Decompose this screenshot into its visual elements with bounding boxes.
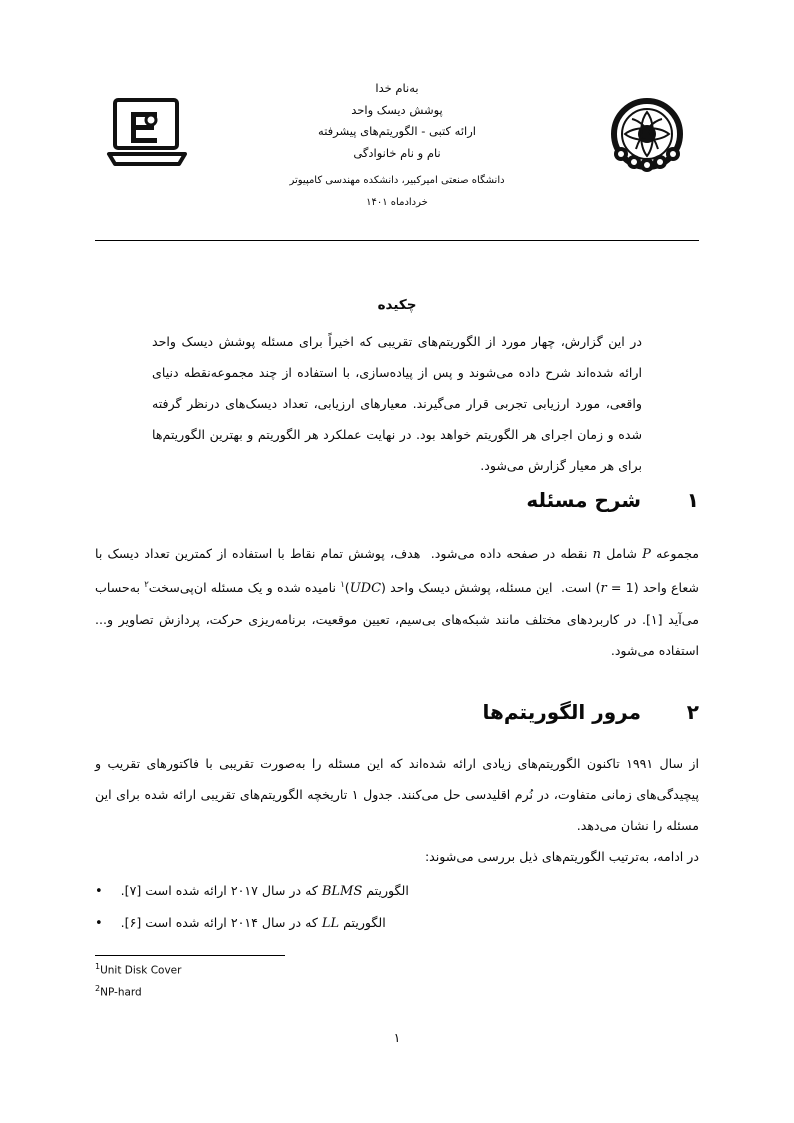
header-date: خردادماه ۱۴۰۱ (366, 196, 428, 208)
section-2-paragraph-1: از سال ۱۹۹۱ تاکنون الگوریتم‌های زیادی ارائه شده‌اند که این مسئله را به‌صورت تقریبی با فاکتورهای تقریب و پیچیدگی‌های زمانی متفاوت، در نُرم اقلیدسی حل می‌کنند. جدول ۱ تاریخچه الگوریتم‌های تقریبی ارائه شده برای این مسئله را نشان می‌دهد. (95, 756, 699, 833)
footnote-2-marker: 2 (95, 983, 101, 993)
section-2-number: ۲ (686, 700, 699, 724)
footnote-1-marker: 1 (95, 962, 101, 971)
section-2-paragraph-2: در ادامه، به‌ترتیب الگوریتم‌های ذیل بررسی می‌شوند: (424, 849, 699, 864)
list-item (95, 875, 699, 907)
bullet-dot-icon: • (95, 884, 103, 899)
section-2-title: مرور الگوریتم‌ها (482, 700, 641, 724)
header-line-4: نام و نام خانوادگی (353, 145, 441, 160)
university-seal-logo (601, 90, 693, 182)
section-1-heading (95, 488, 699, 512)
section-2-heading (95, 700, 699, 724)
header-line-1: به‌نام خدا (375, 81, 419, 95)
footnote-2 (95, 980, 699, 1002)
section-1-paragraph-1: مجموعه P شامل n نقطه در صفحه داده می‌شود. هدف، پوشش تمام نقاط با استفاده از کمترین تعداد دیسک با شعاع واحد (r = 1) است. این مسئله، پوشش دیسک واحد (UDC)$^۱$ نامیده شده و یک مسئله ان‌پی‌سخت$^۲$ به‌حساب می‌آید [۱]. در کاربردهای مختلف مانند شبکه‌های بی‌سیم، تعیین موقعیت، برنامه‌ریزی حرکت، پردازش تصاویر و... استفاده می‌شود. (95, 546, 699, 659)
header-line-3: ارائه کتبی - الگوریتم‌های پیشرفته (318, 124, 476, 138)
abstract-title: چکیده (377, 297, 417, 313)
list-item-label: الگوریتم LL که در سال ۲۰۱۴ ارائه شده است [۶]. (120, 915, 386, 931)
computer-monitor-logo (101, 92, 193, 178)
algorithm-list (95, 875, 699, 939)
abstract-body: در این گزارش، چهار مورد از الگوریتم‌های تقریبی که اخیراً برای مسئله پوشش دیسک واحد ارائه شده‌اند شرح داده می‌شوند و پس از پیاده‌سازی، با استفاده از چند مجموعه‌نقطه دنیای واقعی، مورد ارزیابی تجربی قرار می‌گیرند. معیارهای ارزیابی، تعداد دیسک‌های درنظر گرفته شده و زمان اجرای هر الگوریتم خواهد بود. در نهایت عملکرد هر الگوریتم و بهترین الگوریتم‌ها برای هر معیار گزارش می‌شود. (152, 334, 642, 473)
header-line-2: پوشش دیسک واحد (351, 102, 443, 117)
document-header (95, 78, 699, 228)
page-number: ۱ (393, 1030, 401, 1045)
section-1-number: ۱ (686, 488, 699, 512)
header-affiliation: دانشگاه صنعتی امیرکبیر، دانشکده مهندسی کامپیوتر (289, 175, 505, 186)
footnote-1 (95, 958, 699, 980)
footnote-1-text: Unit Disk Cover (100, 964, 182, 977)
header-divider (95, 240, 699, 241)
list-item (95, 907, 699, 939)
footnote-divider (95, 955, 285, 956)
footnote-area (95, 958, 699, 1001)
list-item-label: الگوریتم BLMS که در سال ۲۰۱۷ ارائه شده است [۷]. (120, 883, 409, 899)
footnote-2-text: NP-hard (100, 986, 142, 998)
section-1-title: شرح مسئله (526, 488, 641, 512)
bullet-dot-icon: • (95, 916, 103, 931)
